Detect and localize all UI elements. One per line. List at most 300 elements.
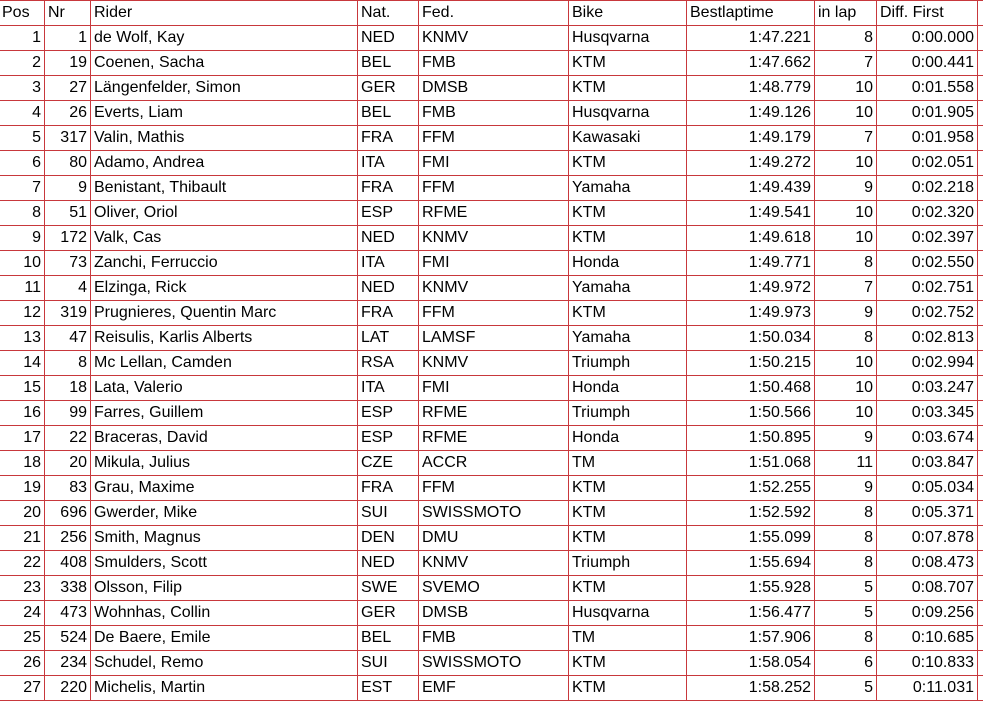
cell-rider: Valin, Mathis [91,126,358,151]
cell-extra [978,151,983,176]
cell-in-lap: 9 [815,476,877,501]
cell-bike: Honda [569,426,687,451]
cell-fed: RFME [419,401,569,426]
table-row [0,576,983,601]
cell-in-lap: 10 [815,76,877,101]
cell-bike: KTM [569,151,687,176]
cell-nr: 234 [45,651,91,676]
cell-rider: Lata, Valerio [91,376,358,401]
cell-nr: 99 [45,401,91,426]
cell-nat: SUI [358,651,419,676]
cell-rider: Michelis, Martin [91,676,358,701]
cell-rider: de Wolf, Kay [91,26,358,51]
cell-bike: Husqvarna [569,26,687,51]
cell-fed: DMU [419,526,569,551]
cell-rider: Schudel, Remo [91,651,358,676]
cell-nr: 4 [45,276,91,301]
cell-bestlaptime: 1:57.906 [687,626,815,651]
cell-rider: Reisulis, Karlis Alberts [91,326,358,351]
table-row [0,101,983,126]
cell-bike: Yamaha [569,276,687,301]
cell-bike: Triumph [569,551,687,576]
cell-extra [978,576,983,601]
header-fed[interactable]: Fed. [419,1,569,26]
cell-pos: 1 [0,26,45,51]
cell-bike: Honda [569,251,687,276]
cell-diff-first: 0:02.550 [877,251,978,276]
cell-bike: KTM [569,226,687,251]
cell-fed: FMB [419,101,569,126]
cell-extra [978,26,983,51]
cell-nat: BEL [358,626,419,651]
cell-bike: KTM [569,51,687,76]
cell-rider: Elzinga, Rick [91,276,358,301]
cell-extra [978,51,983,76]
cell-diff-first: 0:00.441 [877,51,978,76]
cell-rider: De Baere, Emile [91,626,358,651]
cell-diff-first: 0:08.473 [877,551,978,576]
cell-nat: GER [358,601,419,626]
cell-bestlaptime: 1:49.618 [687,226,815,251]
cell-in-lap: 10 [815,226,877,251]
cell-rider: Farres, Guillem [91,401,358,426]
table-row [0,126,983,151]
cell-pos: 17 [0,426,45,451]
cell-in-lap: 10 [815,351,877,376]
cell-pos: 13 [0,326,45,351]
cell-nr: 80 [45,151,91,176]
cell-nr: 20 [45,451,91,476]
cell-rider: Adamo, Andrea [91,151,358,176]
cell-fed: KNMV [419,276,569,301]
cell-fed: FMI [419,151,569,176]
cell-fed: KNMV [419,551,569,576]
cell-pos: 10 [0,251,45,276]
cell-nr: 27 [45,76,91,101]
cell-in-lap: 8 [815,326,877,351]
table-row [0,51,983,76]
cell-bestlaptime: 1:47.662 [687,51,815,76]
cell-bestlaptime: 1:51.068 [687,451,815,476]
cell-extra [978,626,983,651]
cell-nr: 473 [45,601,91,626]
cell-rider: Oliver, Oriol [91,201,358,226]
cell-diff-first: 0:02.218 [877,176,978,201]
cell-in-lap: 9 [815,176,877,201]
cell-bestlaptime: 1:49.439 [687,176,815,201]
table-row [0,426,983,451]
cell-nr: 319 [45,301,91,326]
cell-in-lap: 7 [815,51,877,76]
cell-nat: SUI [358,501,419,526]
header-bike[interactable]: Bike [569,1,687,26]
cell-fed: FFM [419,301,569,326]
table-row [0,251,983,276]
cell-in-lap: 8 [815,551,877,576]
cell-fed: FFM [419,176,569,201]
cell-nr: 83 [45,476,91,501]
table-row [0,651,983,676]
cell-fed: KNMV [419,351,569,376]
header-nat[interactable]: Nat. [358,1,419,26]
cell-fed: DMSB [419,601,569,626]
header-nr[interactable]: Nr [45,1,91,26]
cell-rider: Braceras, David [91,426,358,451]
cell-extra [978,401,983,426]
header-in-lap[interactable]: in lap [815,1,877,26]
cell-bike: KTM [569,676,687,701]
cell-bestlaptime: 1:50.215 [687,351,815,376]
cell-bike: Husqvarna [569,101,687,126]
cell-pos: 6 [0,151,45,176]
cell-nr: 73 [45,251,91,276]
cell-bike: KTM [569,576,687,601]
cell-nat: RSA [358,351,419,376]
cell-nr: 338 [45,576,91,601]
table-row [0,226,983,251]
cell-bike: TM [569,626,687,651]
cell-in-lap: 5 [815,576,877,601]
cell-fed: SWISSMOTO [419,501,569,526]
cell-extra [978,101,983,126]
cell-diff-first: 0:02.397 [877,226,978,251]
cell-nat: LAT [358,326,419,351]
cell-extra [978,276,983,301]
cell-bestlaptime: 1:56.477 [687,601,815,626]
cell-nat: NED [358,276,419,301]
cell-bike: KTM [569,301,687,326]
cell-in-lap: 9 [815,301,877,326]
cell-pos: 3 [0,76,45,101]
table-row [0,301,983,326]
cell-fed: SVEMO [419,576,569,601]
table-row [0,351,983,376]
cell-in-lap: 9 [815,426,877,451]
cell-pos: 26 [0,651,45,676]
cell-bike: KTM [569,476,687,501]
cell-in-lap: 6 [815,651,877,676]
table-row [0,151,983,176]
cell-in-lap: 8 [815,26,877,51]
cell-fed: FMI [419,376,569,401]
cell-pos: 25 [0,626,45,651]
cell-rider: Gwerder, Mike [91,501,358,526]
cell-bestlaptime: 1:55.694 [687,551,815,576]
cell-nat: ESP [358,201,419,226]
cell-in-lap: 8 [815,501,877,526]
cell-nr: 18 [45,376,91,401]
cell-extra [978,451,983,476]
cell-nr: 256 [45,526,91,551]
cell-bestlaptime: 1:49.272 [687,151,815,176]
table-row [0,26,983,51]
cell-bike: Triumph [569,401,687,426]
cell-nat: BEL [358,101,419,126]
header-diff-first[interactable]: Diff. First [877,1,978,26]
cell-diff-first: 0:03.345 [877,401,978,426]
cell-nr: 172 [45,226,91,251]
cell-rider: Benistant, Thibault [91,176,358,201]
cell-rider: Smulders, Scott [91,551,358,576]
cell-nat: CZE [358,451,419,476]
cell-extra [978,651,983,676]
cell-rider: Smith, Magnus [91,526,358,551]
cell-fed: KNMV [419,226,569,251]
cell-nat: FRA [358,301,419,326]
header-rider[interactable]: Rider [91,1,358,26]
cell-nat: NED [358,551,419,576]
cell-pos: 27 [0,676,45,701]
cell-extra [978,676,983,701]
cell-rider: Valk, Cas [91,226,358,251]
cell-rider: Everts, Liam [91,101,358,126]
cell-nr: 47 [45,326,91,351]
cell-in-lap: 5 [815,676,877,701]
cell-bike: Yamaha [569,176,687,201]
cell-extra [978,176,983,201]
cell-nat: GER [358,76,419,101]
table-row [0,401,983,426]
cell-extra [978,251,983,276]
cell-diff-first: 0:00.000 [877,26,978,51]
header-row [0,1,983,26]
cell-bike: Kawasaki [569,126,687,151]
cell-pos: 24 [0,601,45,626]
cell-diff-first: 0:10.833 [877,651,978,676]
cell-bestlaptime: 1:49.973 [687,301,815,326]
cell-nr: 524 [45,626,91,651]
cell-rider: Grau, Maxime [91,476,358,501]
cell-nat: NED [358,226,419,251]
cell-diff-first: 0:05.371 [877,501,978,526]
cell-bike: KTM [569,501,687,526]
cell-nat: SWE [358,576,419,601]
cell-bike: KTM [569,201,687,226]
cell-pos: 9 [0,226,45,251]
cell-nat: EST [358,676,419,701]
cell-nat: ESP [358,401,419,426]
cell-in-lap: 10 [815,376,877,401]
cell-diff-first: 0:02.051 [877,151,978,176]
cell-extra [978,301,983,326]
table-row [0,376,983,401]
cell-nat: ITA [358,151,419,176]
table-row [0,326,983,351]
cell-extra [978,551,983,576]
cell-bestlaptime: 1:55.928 [687,576,815,601]
cell-rider: Wohnhas, Collin [91,601,358,626]
cell-diff-first: 0:02.320 [877,201,978,226]
cell-extra [978,126,983,151]
cell-fed: FMI [419,251,569,276]
cell-nr: 22 [45,426,91,451]
table-row [0,626,983,651]
cell-pos: 18 [0,451,45,476]
cell-bestlaptime: 1:48.779 [687,76,815,101]
table-row [0,676,983,701]
cell-fed: EMF [419,676,569,701]
cell-pos: 19 [0,476,45,501]
cell-bestlaptime: 1:55.099 [687,526,815,551]
cell-nat: NED [358,26,419,51]
header-extra [978,1,983,26]
cell-in-lap: 7 [815,276,877,301]
cell-nat: ITA [358,376,419,401]
cell-bestlaptime: 1:52.255 [687,476,815,501]
cell-bestlaptime: 1:49.771 [687,251,815,276]
cell-pos: 23 [0,576,45,601]
cell-extra [978,376,983,401]
cell-in-lap: 8 [815,526,877,551]
cell-fed: RFME [419,201,569,226]
cell-diff-first: 0:03.674 [877,426,978,451]
cell-pos: 4 [0,101,45,126]
cell-rider: Coenen, Sacha [91,51,358,76]
cell-bike: KTM [569,526,687,551]
cell-diff-first: 0:02.751 [877,276,978,301]
cell-rider: Olsson, Filip [91,576,358,601]
cell-nr: 317 [45,126,91,151]
cell-rider: Zanchi, Ferruccio [91,251,358,276]
cell-bestlaptime: 1:50.468 [687,376,815,401]
cell-extra [978,201,983,226]
cell-in-lap: 11 [815,451,877,476]
cell-in-lap: 10 [815,101,877,126]
cell-in-lap: 10 [815,201,877,226]
cell-extra [978,601,983,626]
cell-diff-first: 0:01.905 [877,101,978,126]
cell-fed: KNMV [419,26,569,51]
cell-rider: Prugnieres, Quentin Marc [91,301,358,326]
cell-bestlaptime: 1:49.541 [687,201,815,226]
cell-bestlaptime: 1:50.034 [687,326,815,351]
cell-fed: ACCR [419,451,569,476]
cell-diff-first: 0:01.558 [877,76,978,101]
cell-pos: 22 [0,551,45,576]
cell-nr: 9 [45,176,91,201]
cell-nr: 1 [45,26,91,51]
cell-fed: FFM [419,476,569,501]
cell-diff-first: 0:07.878 [877,526,978,551]
cell-pos: 8 [0,201,45,226]
cell-nr: 696 [45,501,91,526]
cell-extra [978,501,983,526]
cell-bestlaptime: 1:52.592 [687,501,815,526]
cell-rider: Mc Lellan, Camden [91,351,358,376]
cell-diff-first: 0:11.031 [877,676,978,701]
cell-pos: 12 [0,301,45,326]
cell-extra [978,351,983,376]
cell-fed: SWISSMOTO [419,651,569,676]
table-row [0,601,983,626]
cell-bike: Honda [569,376,687,401]
cell-bestlaptime: 1:49.972 [687,276,815,301]
cell-nat: FRA [358,476,419,501]
cell-in-lap: 10 [815,151,877,176]
cell-nr: 51 [45,201,91,226]
cell-in-lap: 8 [815,251,877,276]
cell-bestlaptime: 1:50.895 [687,426,815,451]
cell-bestlaptime: 1:58.054 [687,651,815,676]
cell-diff-first: 0:09.256 [877,601,978,626]
cell-bike: KTM [569,651,687,676]
cell-rider: Längenfelder, Simon [91,76,358,101]
cell-pos: 16 [0,401,45,426]
table-row [0,476,983,501]
cell-diff-first: 0:03.247 [877,376,978,401]
cell-diff-first: 0:03.847 [877,451,978,476]
table-row [0,176,983,201]
cell-nat: ITA [358,251,419,276]
table-row [0,201,983,226]
header-bestlaptime[interactable]: Bestlaptime [687,1,815,26]
cell-extra [978,476,983,501]
cell-extra [978,226,983,251]
cell-nr: 220 [45,676,91,701]
cell-fed: FMB [419,626,569,651]
cell-diff-first: 0:02.752 [877,301,978,326]
cell-bestlaptime: 1:49.179 [687,126,815,151]
cell-fed: FMB [419,51,569,76]
cell-nat: FRA [358,176,419,201]
cell-pos: 21 [0,526,45,551]
table-row [0,76,983,101]
cell-nr: 19 [45,51,91,76]
cell-rider: Mikula, Julius [91,451,358,476]
cell-in-lap: 5 [815,601,877,626]
cell-pos: 14 [0,351,45,376]
cell-bike: TM [569,451,687,476]
cell-fed: FFM [419,126,569,151]
cell-nat: DEN [358,526,419,551]
cell-fed: LAMSF [419,326,569,351]
cell-in-lap: 8 [815,626,877,651]
cell-nr: 26 [45,101,91,126]
cell-bike: Triumph [569,351,687,376]
header-pos[interactable]: Pos [0,1,45,26]
cell-diff-first: 0:01.958 [877,126,978,151]
cell-fed: RFME [419,426,569,451]
cell-nat: BEL [358,51,419,76]
cell-pos: 20 [0,501,45,526]
cell-in-lap: 10 [815,401,877,426]
cell-nat: ESP [358,426,419,451]
cell-pos: 7 [0,176,45,201]
cell-extra [978,426,983,451]
cell-diff-first: 0:02.994 [877,351,978,376]
cell-bestlaptime: 1:58.252 [687,676,815,701]
cell-extra [978,76,983,101]
cell-extra [978,326,983,351]
cell-diff-first: 0:05.034 [877,476,978,501]
cell-fed: DMSB [419,76,569,101]
cell-bestlaptime: 1:49.126 [687,101,815,126]
cell-bike: Yamaha [569,326,687,351]
table-row [0,276,983,301]
cell-diff-first: 0:02.813 [877,326,978,351]
cell-bestlaptime: 1:47.221 [687,26,815,51]
cell-extra [978,526,983,551]
cell-bike: KTM [569,76,687,101]
cell-nr: 408 [45,551,91,576]
cell-pos: 11 [0,276,45,301]
cell-in-lap: 7 [815,126,877,151]
cell-diff-first: 0:10.685 [877,626,978,651]
cell-nr: 8 [45,351,91,376]
cell-bestlaptime: 1:50.566 [687,401,815,426]
table-row [0,451,983,476]
cell-diff-first: 0:08.707 [877,576,978,601]
